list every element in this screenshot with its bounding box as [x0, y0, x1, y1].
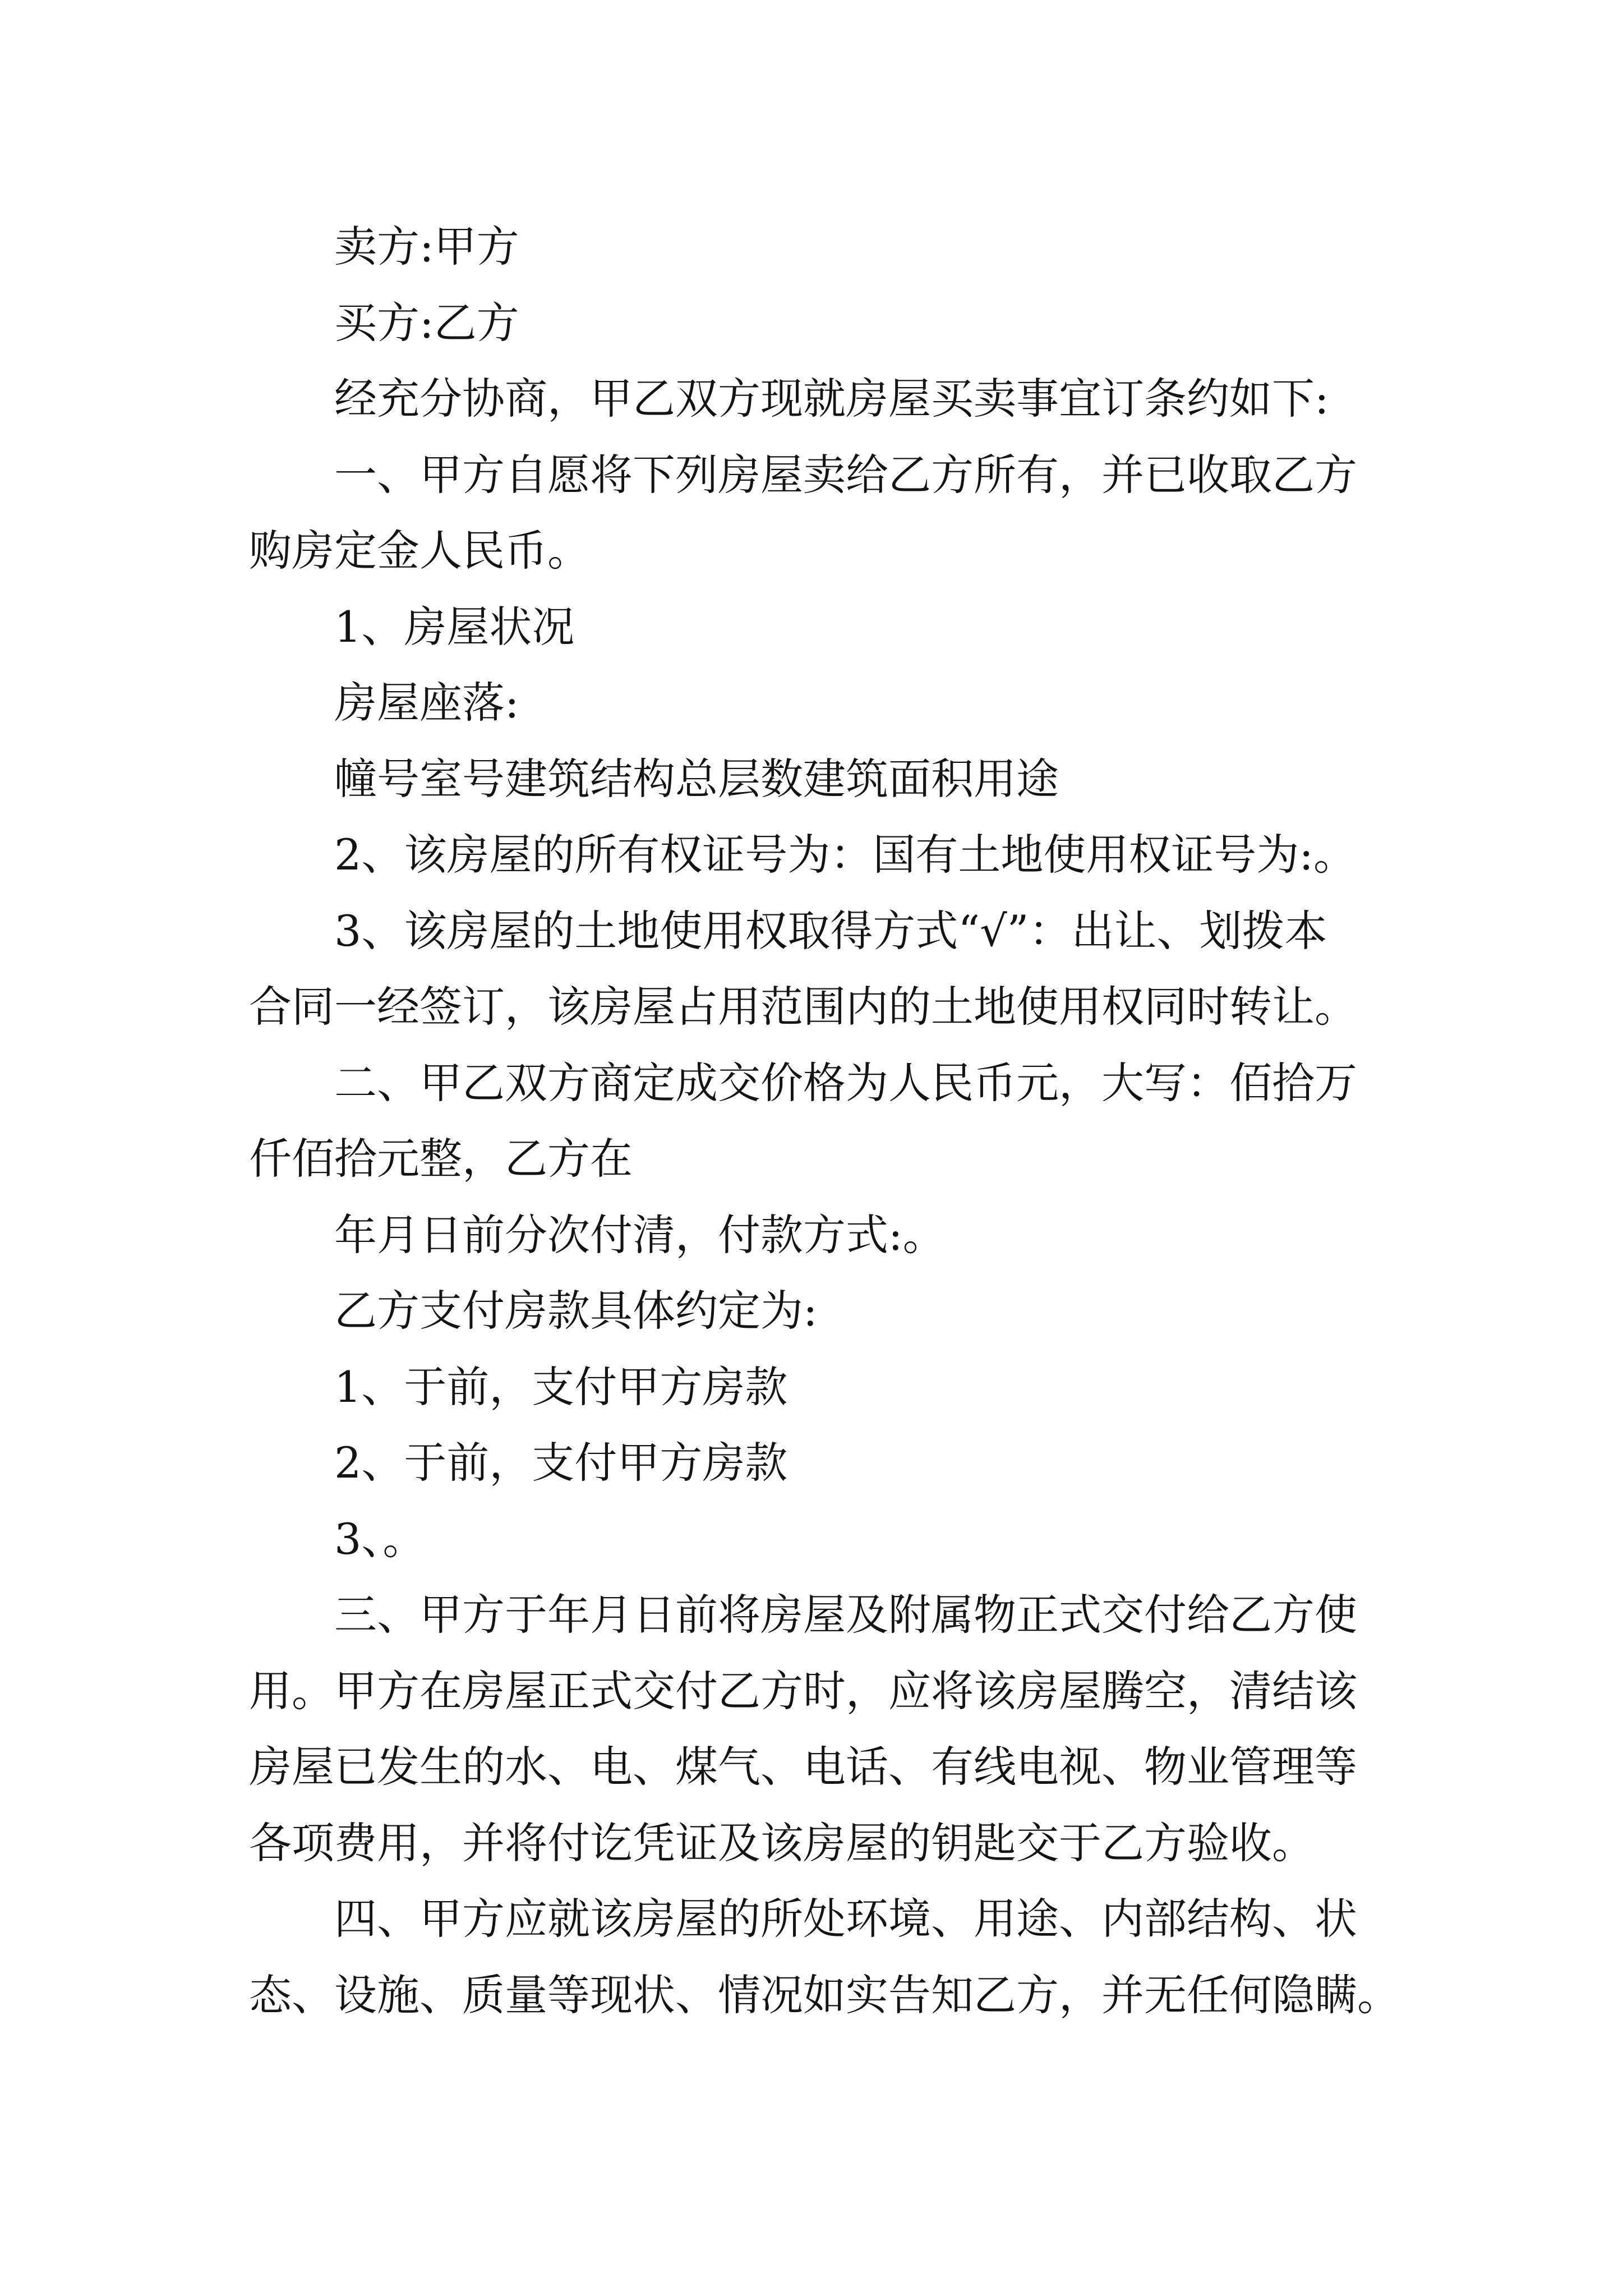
seller-line: 卖方:甲方: [334, 222, 519, 272]
clause-1-line-1: 一、甲方自愿将下列房屋卖给乙方所有，并已收取乙方: [334, 449, 1357, 500]
land-use-line-2: 合同一经签订，该房屋占用范围内的土地使用权同时转让。: [249, 982, 1357, 1032]
clause-3-line-2: 用。甲方在房屋正式交付乙方时，应将该房屋腾空，清结该: [249, 1665, 1357, 1716]
certificate-numbers: 2、该房屋的所有权证号为：国有土地使用权证号为:。: [334, 830, 1356, 880]
clause-3-line-4: 各项费用，并将付讫凭证及该房屋的钥匙交于乙方验收。: [249, 1818, 1315, 1868]
clause-3-line-3: 房屋已发生的水、电、煤气、电话、有线电视、物业管理等: [249, 1742, 1357, 1792]
contract-body: [249, 209, 1399, 2033]
land-use-line-1: 3、该房屋的土地使用权取得方式“√”：出让、划拨本: [334, 905, 1327, 956]
clause-3-line-1: 三、甲方于年月日前将房屋及附属物正式交付给乙方使: [334, 1590, 1357, 1640]
clause-4-line-1: 四、甲方应就该房屋的所处环境、用途、内部结构、状: [334, 1894, 1357, 1944]
payment-item-3: 3、。: [334, 1513, 426, 1564]
payment-date: 年月日前分次付清，付款方式:。: [334, 1209, 946, 1260]
house-fields: 幢号室号建筑结构总层数建筑面积用途: [334, 753, 1059, 804]
clause-2-line-1: 二、甲乙双方商定成交价格为人民币元，大写：佰拾万: [334, 1057, 1357, 1108]
house-status-heading: 1、房屋状况: [334, 601, 575, 652]
buyer-line: 买方:乙方: [334, 297, 519, 348]
agreement-intro: 经充分协商，甲乙双方现就房屋买卖事宜订条约如下:: [334, 374, 1329, 424]
clause-1-line-2: 购房定金人民币。: [249, 526, 590, 576]
house-location: 房屋座落:: [334, 678, 519, 728]
payment-item-1: 1、于前，支付甲方房款: [334, 1361, 788, 1412]
payment-terms-heading: 乙方支付房款具体约定为:: [334, 1286, 818, 1336]
clause-2-line-2: 仟佰拾元整，乙方在: [249, 1134, 633, 1184]
clause-4-line-2: 态、设施、质量等现状、情况如实告知乙方，并无任何隐瞒。: [249, 1970, 1400, 2020]
payment-item-2: 2、于前，支付甲方房款: [334, 1438, 788, 1488]
